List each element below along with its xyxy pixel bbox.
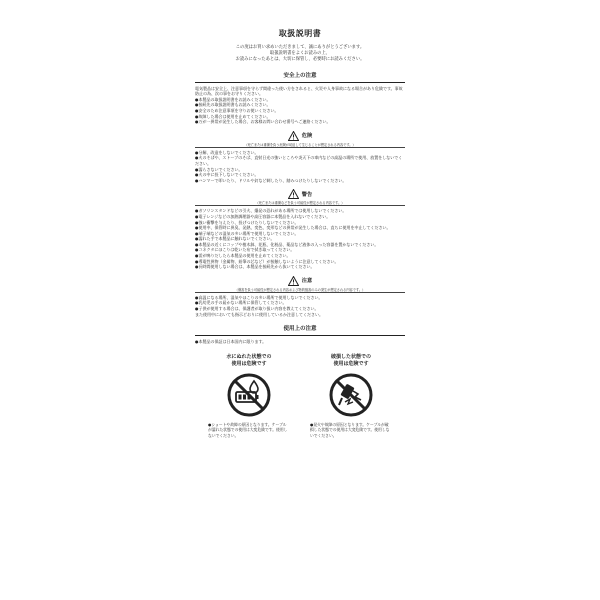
intro-line: この度はお買い求めいただきまして、誠にありがとうございます。 xyxy=(235,45,365,50)
page-title: 取扱説明書 xyxy=(278,29,322,38)
danger-list xyxy=(195,150,405,184)
card-title-line: 使用は危険です xyxy=(333,360,369,367)
section-divider xyxy=(195,335,405,336)
warning-triangle-icon xyxy=(288,276,299,286)
danger-heading xyxy=(195,131,405,141)
warning-label: 警告 xyxy=(301,191,313,198)
list-item: ●安全のため注意事項を守りお使いください。 xyxy=(195,107,279,113)
warning-heading xyxy=(195,189,405,199)
card-title-line: 破損した状態での xyxy=(330,353,371,360)
usage-list xyxy=(195,339,405,345)
list-item: ●ガソリンスタンドなどの引火、爆発の恐れがある場所では使用しないでください。 xyxy=(195,208,347,214)
warning-triangle-icon xyxy=(288,131,299,141)
card-title xyxy=(310,354,392,368)
section-divider xyxy=(195,147,405,148)
danger-label: 危険 xyxy=(301,133,313,140)
hazard-card-broken xyxy=(310,354,392,438)
list-item: ●故障した場合は使用を止めてください。 xyxy=(195,113,271,119)
list-item: ●本製品の近くにコップや植木鉢、花瓶、化粧品、薬品など液体の入った容器を置かないでください。 xyxy=(195,241,379,247)
safety-list xyxy=(195,97,405,125)
list-item: ●ハンマーで叩いたり、ドリルや釘など刺したり、踏みつけたりしないでください。 xyxy=(195,177,347,183)
list-item: ●濡れた手で本製品に触れないでください。 xyxy=(195,236,275,242)
list-item: ●万が一異常が発生した場合、お客様お問い合わせ番号へご連絡ください。 xyxy=(195,119,331,125)
manual-page xyxy=(195,22,405,590)
section-divider xyxy=(195,82,405,83)
caution-label: 注意 xyxy=(301,278,313,285)
intro-text xyxy=(195,45,405,64)
hazard-card-wet xyxy=(208,354,290,438)
broken-cable-prohibited-icon xyxy=(328,372,374,418)
list-item: ●濡らさないでください。 xyxy=(195,166,243,172)
list-item: ●コネクタにほこりは乾いた布で拭き取ってください。 xyxy=(195,247,295,253)
safety-heading: 安全上の注意 xyxy=(283,72,317,79)
intro-line: お読みになったあとは、大切に保管し、必要時にお読みください。 xyxy=(235,57,365,63)
section-divider xyxy=(195,205,405,206)
card-note: ●ショートや故障の原因となります。ケーブルが濡れた状態での使用は大変危険です。使用しないでください。 xyxy=(208,421,288,438)
list-item: ●子供が使用する場合は、保護者が取り扱い内容を教えてください。 また使用中においても指示どおりに使用しているか注意してください。 xyxy=(195,306,323,317)
card-note: ●発火や故障の原因となります。ケーブルが破損した状態での使用は大変危険です。使用しないでください。 xyxy=(310,421,390,438)
list-item: ●分解、改造をしないでください。 xyxy=(195,149,259,155)
warning-subtitle: （死亡または重傷などを負う可能性が想定される内容です。） xyxy=(255,201,345,206)
card-title xyxy=(208,354,290,368)
hazard-cards xyxy=(195,354,405,438)
list-item: ●使用中、保管時に異臭、発熱、変色、変形などの異常が発生した場合は、直ちに使用を中止してください。 xyxy=(195,225,391,231)
list-item: ●乳幼児の手の届かない場所に保管してください。 xyxy=(195,300,287,306)
list-item: ●強い衝撃を与えたり、投げつけたりしないでください。 xyxy=(195,219,299,225)
card-title-line: 使用は危険です xyxy=(231,360,267,367)
caution-subtitle: （傷害を負う可能性が想定される内容および物的損害のみの発生が想定される内容です。） xyxy=(234,287,366,292)
list-item: ●端子端などの湿気の多い場所で使用しないでください。 xyxy=(195,230,299,236)
list-item: ●電子レンジなどの加熱調理器や高圧容器に本製品を入れないでください。 xyxy=(195,213,331,219)
caution-heading xyxy=(195,276,405,286)
list-item: ●高温になる場所、湿気やほこりの多い場所で使用しないでください。 xyxy=(195,294,323,300)
list-item: ●火のそばや、ストーブのそば、直射日光の強いところや炎天下の車内などの高温の場所で使用、放置をしないでください。 xyxy=(195,155,403,166)
warning-triangle-icon xyxy=(288,189,299,199)
list-item: ●導電性異物（金属物、鉛筆の芯など）が接触しないように注意してください。 xyxy=(195,258,339,264)
safety-body: 電気製品は安全上、注意事項を守らず間違った使い方をされると、火災や人身事故になる場合があり危険です。事故防止の為、次の事をお守りください。 xyxy=(195,85,403,97)
section-divider xyxy=(195,292,405,293)
list-item: ●雷が鳴りだしたら本製品の使用を止めてください。 xyxy=(195,253,291,259)
danger-subtitle: （死亡または重傷を負う危険が切迫して生じることが想定される内容です。） xyxy=(244,142,356,147)
list-item: ●長時間使用しない場合は、本製品を接続先から抜いてください。 xyxy=(195,264,315,270)
intro-line: 取扱説明書をよくお読みの上、 xyxy=(269,51,331,57)
battery-water-prohibited-icon xyxy=(226,372,272,418)
warning-list xyxy=(195,208,405,270)
card-title-line: 水にぬれた状態での xyxy=(226,353,272,360)
usage-heading: 使用上の注意 xyxy=(283,326,317,333)
list-item: ●接続先の取扱説明書もお読みください。 xyxy=(195,102,271,108)
list-item: ●火の中に投下しないでください。 xyxy=(195,172,259,178)
list-item: ●本製品の保証は日本国内に限ります。 xyxy=(195,339,267,345)
caution-list xyxy=(195,295,405,317)
list-item: ●本製品の取扱説明書をお読みください。 xyxy=(195,96,271,102)
